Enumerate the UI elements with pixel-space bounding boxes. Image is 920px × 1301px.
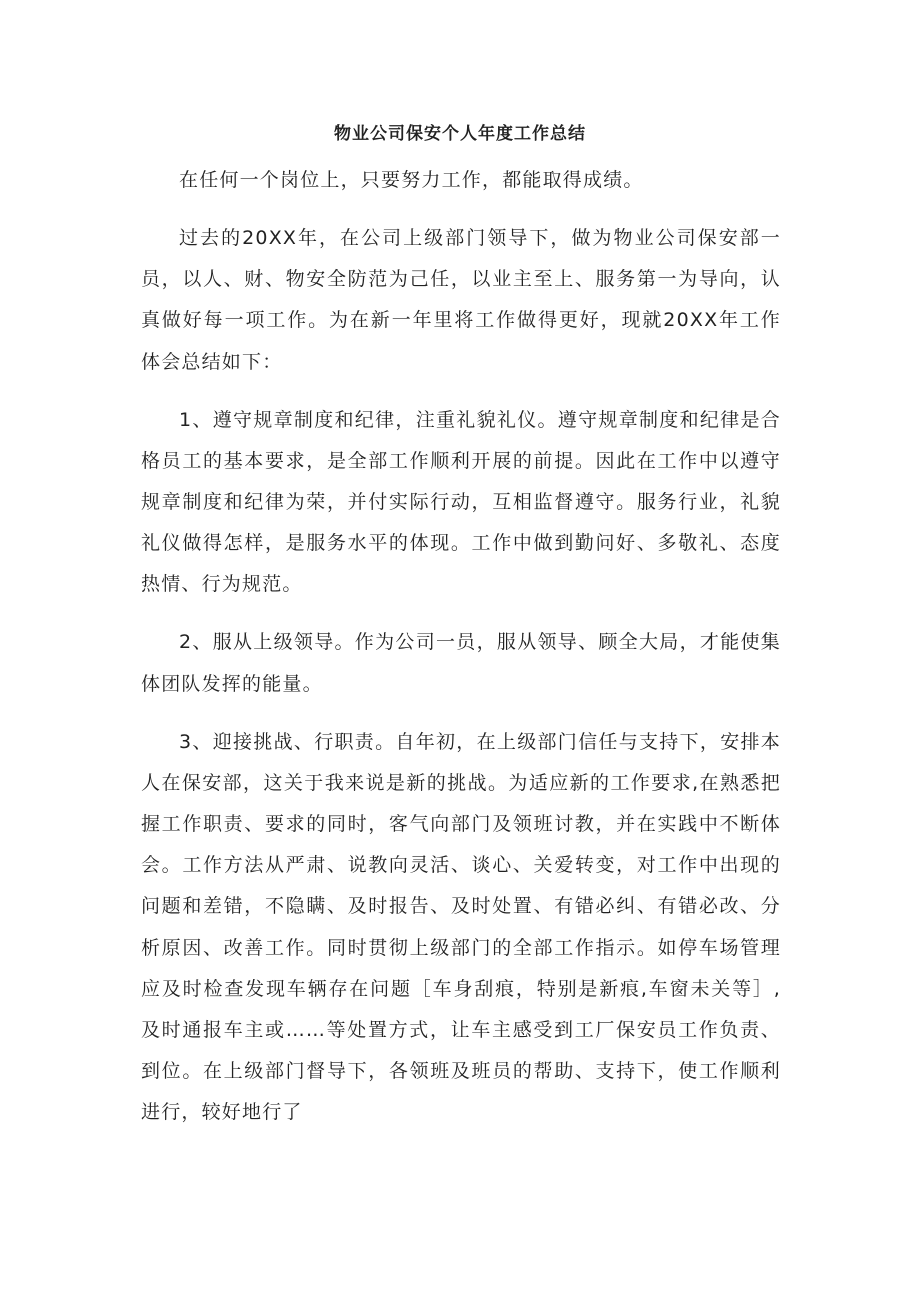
paragraph-item-1: 1、遵守规章制度和纪律，注重礼貌礼仪。遵守规章制度和纪律是合格员工的基本要求，是全部工作顺利开展的前提。因此在工作中以遵守规章制度和纪律为荣，并付实际行动，互相监督遵守。服务行业，礼貌礼仪做得怎样，是服务水平的体现。工作中做到勤问好、多敬礼、态度热情、行为规范。 — [141, 408, 781, 596]
paragraph-overview: 过去的20XX年，在公司上级部门领导下，做为物业公司保安部一员，以人、财、物安全防范为己任，以业主至上、服务第一为导向，认真做好每一项工作。为在新一年里将工作做得更好，现就20XX年工作体会总结如下： — [141, 227, 781, 373]
paragraph-item-3: 3、迎接挑战、行职责。自年初，在上级部门信任与支持下，安排本人在保安部，这关于我来说是新的挑战。为适应新的工作要求,在熟悉把握工作职责、要求的同时，客气向部门及领班讨教，并在实践中不断体会。工作方法从严肃、说教向灵活、谈心、关爱转变，对工作中出现的问题和差错，不隐瞒、及时报告、及时处置、有错必纠、有错必改、分析原因、改善工作。同时贯彻上级部门的全部工作指示。如停车场管理应及时检查发现车辆存在问题［车身刮痕，特别是新痕,车窗未关等］,及时通报车主或……等处置方式，让车主感受到工厂保安员工作负责、到位。在上级部门督导下，各领班及班员的帮助、支持下，使工作顺利进行，较好地行了 — [141, 730, 781, 1124]
document-body — [141, 160, 781, 1150]
paragraph-intro: 在任何一个岗位上，只要努力工作，都能取得成绩。 — [179, 169, 644, 191]
paragraph-item-2: 2、服从上级领导。作为公司一员，服从领导、顾全大局，才能使集体团队发挥的能量。 — [141, 631, 781, 695]
document-title: 物业公司保安个人年度工作总结 — [334, 124, 586, 144]
